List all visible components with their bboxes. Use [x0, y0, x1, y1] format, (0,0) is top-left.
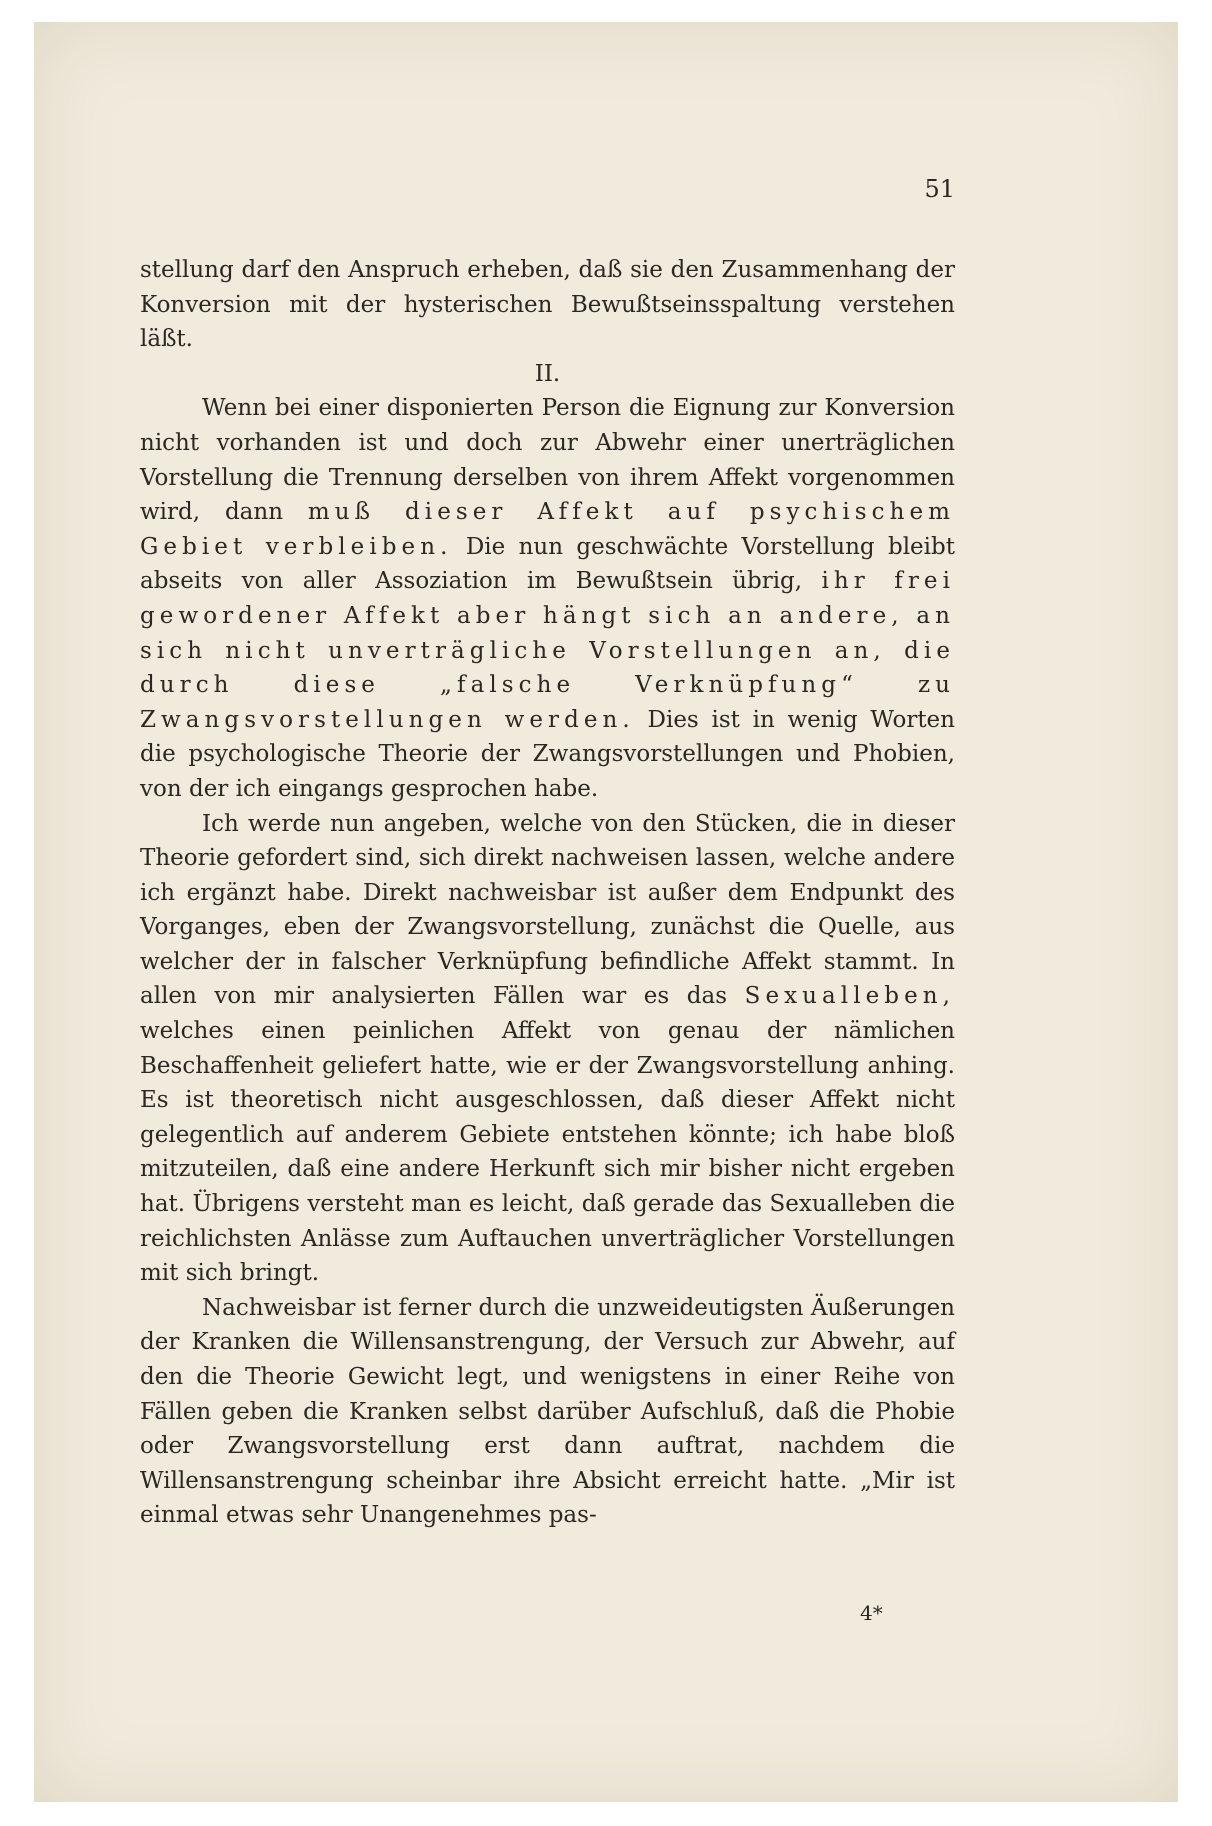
section-heading: II. — [534, 360, 561, 387]
paragraph-continuation: stellung darf den Anspruch erheben, daß sie den Zusammenhang der Konversion mit der hysterischen Bewußtseinsspaltung verstehen läßt. — [140, 257, 955, 353]
page-number: 51 — [924, 175, 955, 203]
paragraph-will-effort: Nachweisbar ist ferner durch die unzweideutigsten Äußerungen der Kranken die Willensanstrengung, der Versuch zur Abwehr, auf den die Theorie Gewicht legt, und wenigstens in einer Reihe von Fällen geben die Kranken selbst darüber Aufschluß, daß die Phobie oder Zwangsvorstellung erst dann auftrat, nachdem die Willensanstrengung scheinbar ihre Absicht erreicht hatte. „Mir ist einmal etwas sehr Unangenehmes pas- — [140, 1294, 955, 1529]
emphasized-text: muß dieser Affekt auf psychischem Gebiet verbleiben. — [140, 499, 955, 560]
paragraph-theory — [140, 391, 955, 806]
text-run: welches einen peinlichen Affekt von genau der nämlichen Beschaffenheit geliefert hatte, wie er der Zwangsvorstellung anhing. Es ist theoretisch nicht ausgeschlossen, daß dieser Affekt nicht gelegentlich auf anderem Gebiete entstehen könnte; ich habe bloß mitzuteilen, daß eine andere Herkunft sich mir bisher nicht ergeben hat. Übrigens versteht man es leicht, daß gerade das Sexualleben die reichlichsten Anlässe zum Auftauchen unverträglicher Vorstellungen mit sich bringt. — [140, 1018, 955, 1287]
text-run: Die nun geschwächte Vorstellung bleibt abseits von aller Assoziation im Bewußtsein übrig, — [140, 533, 955, 595]
printer-signature-mark: 4* — [860, 1601, 883, 1625]
emphasized-text: ihr frei gewordener Affekt aber hängt sich an andere, an sich nicht unverträgliche Vorstellungen an, die durch diese „falsche Verknüpfung“ zu Zwangsvorstellungen werden. — [140, 568, 955, 733]
emphasized-text: Sexualleben, — [744, 983, 955, 1010]
text-run: Ich werde nun angeben, welche von den Stücken, die in dieser Theorie gefordert sind, sich direkt nachweisen lassen, welche andere ich ergänzt habe. Direkt nachweisbar ist außer dem Endpunkt des Vorganges, eben der Zwangsvorstellung, zunächst die Quelle, aus welcher der in falscher Verknüpfung befindliche Affekt stammt. In allen von mir analysierten Fällen war es das — [140, 810, 955, 1010]
page-body — [140, 253, 955, 1533]
text-run: Dies ist in wenig Worten die psychologische Theorie der Zwangsvorstellungen und Phobien, von der ich eingangs gesprochen habe. — [140, 706, 955, 802]
text-run: Wenn bei einer disponierten Person die Eignung zur Konversion nicht vorhanden ist und doch zur Abwehr einer unerträglichen Vorstellung die Trennung derselben von ihrem Affekt vorgenommen wird, dann — [140, 395, 955, 526]
paragraph-evidence — [140, 807, 955, 1291]
